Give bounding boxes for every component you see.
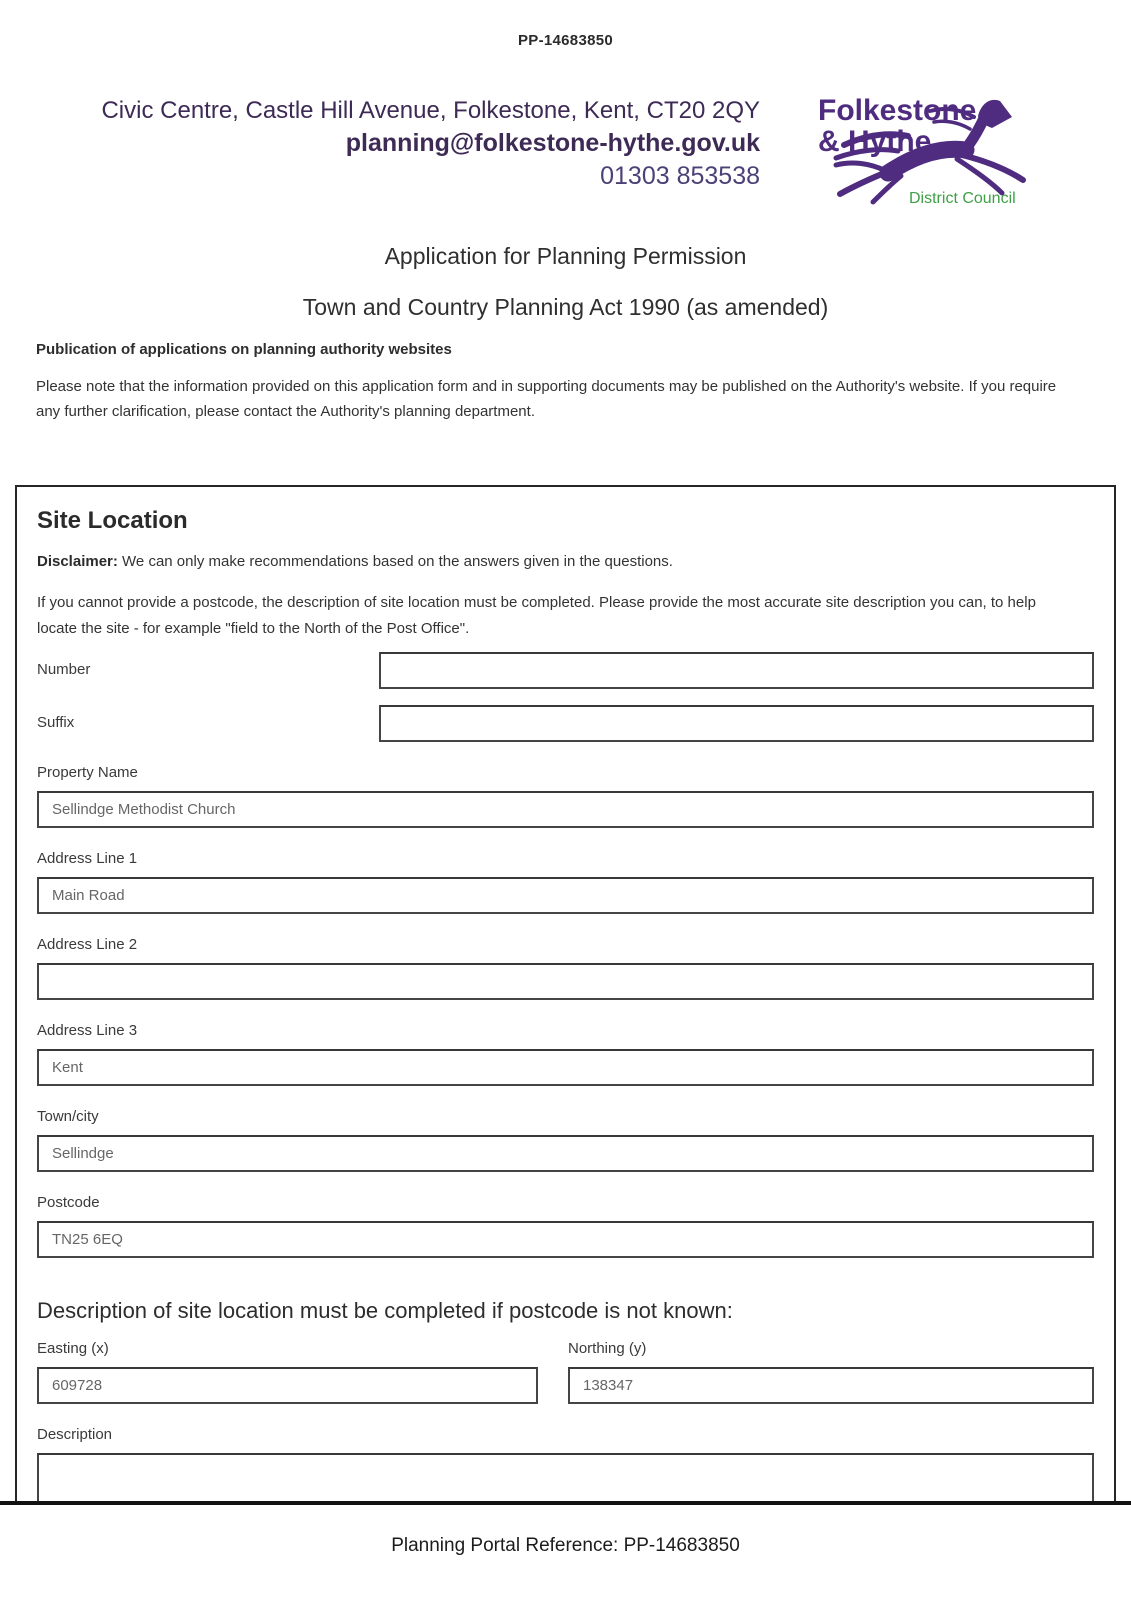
property-name-field (37, 764, 1094, 828)
site-location-section (15, 485, 1116, 1501)
number-field-row (37, 652, 1094, 689)
easting-field (37, 1340, 538, 1404)
postcode-label: Postcode (37, 1194, 100, 1211)
number-input[interactable] (379, 652, 1094, 689)
description-field (37, 1426, 1094, 1501)
form-title: Application for Planning Permission (384, 243, 747, 269)
disclaimer-label: Disclaimer: (37, 553, 118, 570)
site-description-heading: Description of site location must be completed if postcode is not known: (37, 1298, 733, 1323)
address-line-2-label: Address Line 2 (37, 936, 138, 953)
logo-tagline: District Council (909, 190, 1016, 207)
postcode-field (37, 1194, 1094, 1258)
council-phone: 01303 853538 (600, 162, 760, 190)
form-subtitle: Town and Country Planning Act 1990 (as amended) (302, 294, 829, 320)
town-city-field (37, 1108, 1094, 1172)
town-city-label: Town/city (37, 1108, 99, 1125)
coordinates-row (37, 1340, 1094, 1404)
northing-field (568, 1340, 1094, 1404)
logo-name-line2: & Hythe (818, 125, 932, 158)
address-line-3-input[interactable] (37, 1049, 1094, 1086)
easting-input[interactable] (37, 1367, 538, 1404)
planning-portal-reference-top: PP-14683850 (517, 32, 614, 49)
postcode-input[interactable] (37, 1221, 1094, 1258)
postcode-note: If you cannot provide a postcode, the description of site location must be completed. Please provide the most accurate site description you can, to help locate the site - for example "field to the North of the Post Office". (37, 594, 1036, 637)
address-line-3-label: Address Line 3 (37, 1022, 138, 1039)
property-name-label: Property Name (37, 764, 138, 781)
description-label: Description (37, 1426, 113, 1443)
description-textarea[interactable] (37, 1453, 1094, 1501)
council-address: Civic Centre, Castle Hill Avenue, Folkestone, Kent, CT20 2QY (101, 97, 760, 124)
easting-label: Easting (x) (37, 1340, 109, 1357)
property-name-input[interactable] (37, 791, 1094, 828)
council-logo (814, 89, 1029, 209)
northing-input[interactable] (568, 1367, 1094, 1404)
address-line-1-label: Address Line 1 (37, 850, 138, 867)
address-line-2-input[interactable] (37, 963, 1094, 1000)
council-email: planning@folkestone-hythe.gov.uk (345, 129, 760, 157)
leaping-horse-icon (814, 89, 1029, 209)
address-line-2-field (37, 936, 1094, 1000)
suffix-input[interactable] (379, 705, 1094, 742)
address-line-1-input[interactable] (37, 877, 1094, 914)
number-label: Number (37, 661, 91, 678)
publication-note: Please note that the information provided on this application form and in supporting documents may be published on the Authority's website. If you require any further clarification, please contact the Authority's planning department. (36, 378, 1057, 420)
header (0, 89, 1131, 209)
disclaimer-body: We can only make recommendations based on the answers given in the questions. (122, 553, 673, 570)
site-location-heading: Site Location (37, 507, 188, 534)
page-divider (0, 1501, 1131, 1505)
logo-name-line1: Folkestone (818, 94, 977, 127)
planning-portal-reference-footer: Planning Portal Reference: PP-14683850 (391, 1535, 740, 1556)
northing-label: Northing (y) (568, 1340, 647, 1357)
address-line-1-field (37, 850, 1094, 914)
disclaimer-text (37, 553, 1094, 570)
town-city-input[interactable] (37, 1135, 1094, 1172)
suffix-field-row (37, 705, 1094, 742)
council-contact-block (101, 89, 760, 193)
address-line-3-field (37, 1022, 1094, 1086)
publication-heading: Publication of applications on planning authority websites (36, 341, 452, 358)
suffix-label: Suffix (37, 714, 75, 731)
